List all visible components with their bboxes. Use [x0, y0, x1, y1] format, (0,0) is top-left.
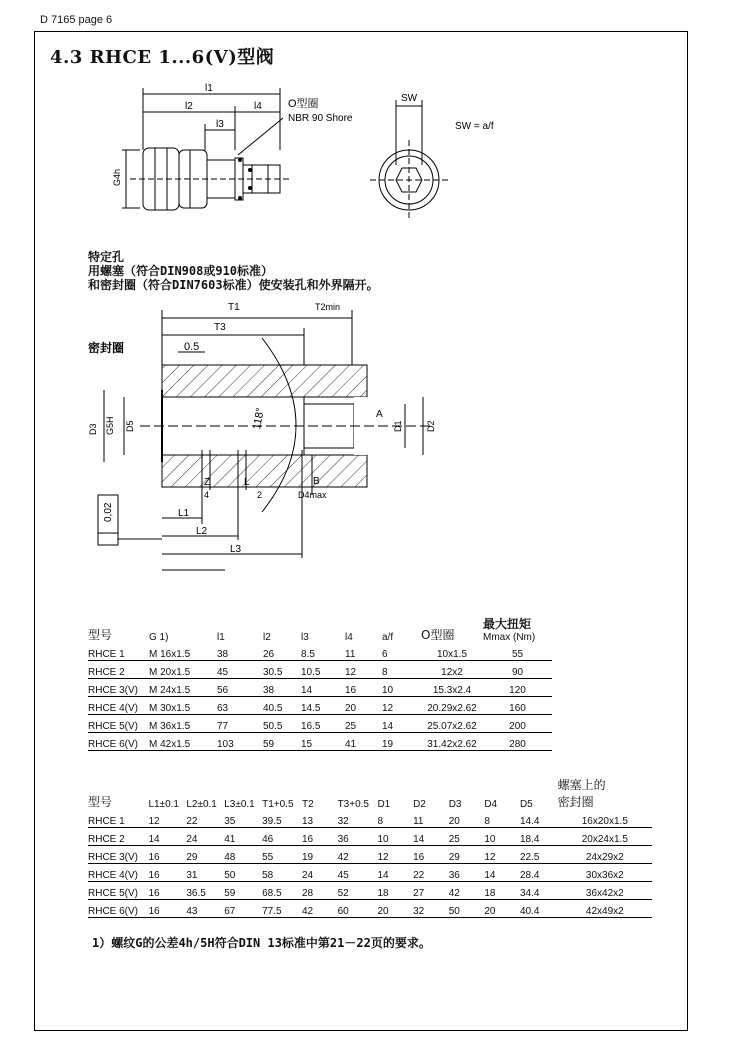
dim-sw: SW [401, 93, 418, 104]
table-cell: 18.4 [520, 828, 558, 846]
dim-d4max: D4max [298, 490, 327, 500]
table-cell: M 36x1.5 [149, 715, 217, 733]
table-cell: 26 [263, 643, 301, 661]
table-cell: 16 [148, 864, 186, 882]
table-row [88, 810, 652, 828]
table-cell: 90 [483, 661, 552, 679]
col-header: L1±0.1 [148, 799, 179, 810]
table-cell: 20 [484, 900, 520, 918]
table-row [88, 697, 552, 715]
table-cell: 12 [382, 697, 421, 715]
table-row [88, 882, 652, 900]
table-cell: 16 [148, 882, 186, 900]
table-cell: 6 [382, 643, 421, 661]
table-cell: 16 [345, 679, 382, 697]
note-line: 特定孔 [88, 250, 125, 264]
table-cell: 43 [186, 900, 224, 918]
table-cell: 19 [302, 846, 338, 864]
table-cell: 19 [382, 733, 421, 751]
table-row [88, 846, 652, 864]
tolerance-value: 0,02 [103, 502, 114, 522]
table-cell: 11 [345, 643, 382, 661]
table-cell: 14.4 [520, 810, 558, 828]
label-b: B [313, 476, 320, 487]
col-header: D5 [519, 799, 533, 810]
table-cell: RHCE 2 [88, 828, 148, 846]
table-cell: 280 [483, 733, 552, 751]
table-cell: M 30x1.5 [149, 697, 217, 715]
col-header: T2 [301, 799, 314, 810]
table-cell: 30x36x2 [558, 864, 652, 882]
footnote: 1）螺纹G的公差4h/5H符合DIN 13标准中第21－22页的要求。 [92, 936, 431, 950]
note-line: 和密封圈（符合DIN7603标准）使安装孔和外界隔开。 [88, 278, 379, 292]
dim-l1: l1 [205, 83, 213, 94]
dim-t1: T1 [228, 302, 240, 313]
table-cell: 40.4 [520, 900, 558, 918]
table-row [88, 864, 652, 882]
roughness-4: 4 [204, 490, 210, 500]
table-cell: 59 [263, 733, 301, 751]
spec-table-2 [88, 776, 652, 918]
col-header: L3±0.1 [224, 799, 255, 810]
seal-label: 密封圈 [88, 341, 125, 355]
table-cell: 8 [377, 810, 413, 828]
table-cell: 16 [302, 828, 338, 846]
table-cell: RHCE 6(V) [88, 733, 149, 751]
table-cell: M 16x1.5 [149, 643, 217, 661]
dim-g5h: G5H [105, 416, 115, 435]
col-header: D1 [377, 799, 391, 810]
table-cell: 36 [338, 828, 378, 846]
dim-l4: l4 [254, 101, 262, 112]
table-cell: 67 [224, 900, 262, 918]
table-cell: M 42x1.5 [149, 733, 217, 751]
table-row [88, 661, 552, 679]
section-title: 4.3 RHCE 1...6(V)型阀 [50, 47, 275, 68]
table-cell: 12 [484, 846, 520, 864]
label-a: A [376, 409, 383, 420]
table-cell: 68.5 [262, 882, 302, 900]
table-cell: 35 [224, 810, 262, 828]
table-cell: 14 [301, 679, 345, 697]
cavity-drawing [0, 290, 750, 590]
table-cell: RHCE 5(V) [88, 715, 149, 733]
doc-reference: D 7165 page 6 [40, 14, 113, 26]
table-cell: RHCE 6(V) [88, 900, 148, 918]
table-cell: 36x42x2 [558, 882, 652, 900]
table-cell: 34.4 [520, 882, 558, 900]
table-cell: 20 [449, 810, 485, 828]
table-row [88, 828, 652, 846]
table-cell: RHCE 4(V) [88, 697, 149, 715]
table-cell: 42 [302, 900, 338, 918]
table-cell: 46 [262, 828, 302, 846]
col-header: 最大扭矩 Mmax (Nm) [483, 617, 536, 643]
table-cell: RHCE 3(V) [88, 679, 149, 697]
table-cell: 58 [262, 864, 302, 882]
table-cell: 16 [148, 846, 186, 864]
table-cell: RHCE 3(V) [88, 846, 148, 864]
table-cell: 27 [413, 882, 449, 900]
table-cell: 55 [262, 846, 302, 864]
table-cell: 15 [301, 733, 345, 751]
table-cell: 36.5 [186, 882, 224, 900]
table-cell: 45 [338, 864, 378, 882]
table-cell: 16x20x1.5 [558, 810, 652, 828]
label-z: Z [204, 477, 211, 488]
dim-t2: T2min [315, 302, 341, 312]
table-cell: 20x24x1.5 [558, 828, 652, 846]
table-row [88, 733, 552, 751]
dim-d2: D2 [426, 420, 436, 432]
table-cell: 63 [217, 697, 263, 715]
table-cell: 39.5 [262, 810, 302, 828]
table-cell: 24 [186, 828, 224, 846]
table-cell: 50 [449, 900, 485, 918]
table-cell: 42 [338, 846, 378, 864]
table-cell: 41 [345, 733, 382, 751]
table-cell: 20.29x2.62 [421, 697, 483, 715]
table-cell: M 24x1.5 [149, 679, 217, 697]
table-cell: 45 [217, 661, 263, 679]
table-cell: 55 [483, 643, 552, 661]
col-header: l3 [301, 632, 309, 643]
table-cell: 10x1.5 [421, 643, 483, 661]
table-cell: 60 [338, 900, 378, 918]
table-cell: 25 [345, 715, 382, 733]
table-cell: 8 [484, 810, 520, 828]
table-cell: 10 [484, 828, 520, 846]
table-cell: 20 [377, 900, 413, 918]
table-cell: 42 [449, 882, 485, 900]
note-block [88, 250, 379, 292]
table-cell: 32 [338, 810, 378, 828]
table-cell: 10 [382, 679, 421, 697]
col-header: 型号 [88, 628, 113, 642]
table-cell: 22 [413, 864, 449, 882]
note-line: 用螺塞（符合DIN908或910标准） [88, 264, 274, 278]
col-header: D2 [413, 799, 426, 810]
col-header: l4 [345, 632, 353, 643]
col-header: D3 [448, 799, 462, 810]
table-cell: 50.5 [263, 715, 301, 733]
table-cell: 59 [224, 882, 262, 900]
table-cell: 24 [302, 864, 338, 882]
col-header: l2 [263, 632, 271, 643]
dim-l2: l2 [185, 101, 193, 112]
dim-angle: 118° [251, 406, 267, 431]
table-cell: 50 [224, 864, 262, 882]
valve-outline-drawing [0, 0, 750, 240]
col-header: 螺塞上的 密封圈 [557, 778, 606, 809]
table-cell: RHCE 1 [88, 810, 148, 828]
table-row [88, 643, 552, 661]
table-cell: 11 [413, 810, 449, 828]
table-cell: RHCE 2 [88, 661, 149, 679]
table-cell: 22.5 [520, 846, 558, 864]
table-cell: 25.07x2.62 [421, 715, 483, 733]
table-cell: 10 [377, 828, 413, 846]
table-cell: 200 [483, 715, 552, 733]
table-row [88, 679, 552, 697]
table-cell: 42x49x2 [558, 900, 652, 918]
dim-L3: L3 [230, 544, 242, 555]
table-cell: 13 [302, 810, 338, 828]
table-cell: 10.5 [301, 661, 345, 679]
table-cell: 28.4 [520, 864, 558, 882]
dim-L2: L2 [196, 526, 208, 537]
roughness-2: 2 [257, 490, 263, 500]
table-row [88, 715, 552, 733]
table-cell: 18 [484, 882, 520, 900]
table-cell: 103 [217, 733, 263, 751]
col-header: D4 [484, 799, 498, 810]
oring-label: O型圈 [288, 98, 319, 110]
table-cell: 36 [449, 864, 485, 882]
table-cell: 160 [483, 697, 552, 715]
table-cell: 24x29x2 [558, 846, 652, 864]
table-cell: 30.5 [263, 661, 301, 679]
table-cell: 41 [224, 828, 262, 846]
sw-note: SW = a/f [455, 121, 494, 132]
dim-d1: D1 [393, 420, 403, 432]
dim-g4h: G4h [112, 168, 122, 186]
dim-d5: D5 [125, 420, 135, 432]
table-cell: 18 [377, 882, 413, 900]
table-cell: 77.5 [262, 900, 302, 918]
table-cell: RHCE 5(V) [88, 882, 148, 900]
col-header: T3+0.5 [337, 799, 369, 810]
col-header: l1 [217, 632, 225, 643]
table-cell: 14 [484, 864, 520, 882]
table-cell: 120 [483, 679, 552, 697]
table-cell: M 20x1.5 [149, 661, 217, 679]
table-cell: 40.5 [263, 697, 301, 715]
table-cell: 31 [186, 864, 224, 882]
table-cell: 38 [217, 643, 263, 661]
dim-0-5: 0.5 [184, 341, 200, 353]
table-cell: 16 [148, 900, 186, 918]
table-cell: 14 [148, 828, 186, 846]
table-cell: 31.42x2.62 [421, 733, 483, 751]
dim-t3: T3 [214, 322, 226, 333]
table-cell: 14 [377, 864, 413, 882]
table-cell: 22 [186, 810, 224, 828]
table-cell: 56 [217, 679, 263, 697]
table-cell: 14.5 [301, 697, 345, 715]
table-cell: 28 [302, 882, 338, 900]
label-l: L [244, 477, 250, 488]
col-header: T1+0.5 [262, 799, 294, 810]
dim-d3: D3 [88, 423, 98, 435]
table-cell: 15.3x2.4 [421, 679, 483, 697]
table-cell: 16 [413, 846, 449, 864]
dim-L1: L1 [178, 508, 190, 519]
table-cell: 12 [148, 810, 186, 828]
table-cell: 25 [449, 828, 485, 846]
table-cell: 52 [338, 882, 378, 900]
table-cell: 12 [345, 661, 382, 679]
table-cell: 29 [449, 846, 485, 864]
table-cell: 38 [263, 679, 301, 697]
col-header: a/f [382, 632, 394, 643]
table-cell: 8 [382, 661, 421, 679]
spec-table-1 [88, 613, 552, 751]
col-header: O型圈 [421, 628, 455, 642]
table-cell: RHCE 1 [88, 643, 149, 661]
col-header: L2±0.1 [186, 799, 217, 810]
table-cell: 48 [224, 846, 262, 864]
table-cell: 32 [413, 900, 449, 918]
table-cell: RHCE 4(V) [88, 864, 148, 882]
table-cell: 12x2 [421, 661, 483, 679]
table-cell: 8.5 [301, 643, 345, 661]
table-cell: 29 [186, 846, 224, 864]
col-header: 型号 [88, 795, 113, 809]
oring-spec: NBR 90 Shore [288, 113, 353, 124]
table-cell: 12 [377, 846, 413, 864]
table-cell: 14 [413, 828, 449, 846]
table-cell: 20 [345, 697, 382, 715]
table-cell: 14 [382, 715, 421, 733]
dim-l3: l3 [216, 119, 224, 130]
table-cell: 16.5 [301, 715, 345, 733]
col-header: G 1) [149, 632, 169, 643]
table-cell: 77 [217, 715, 263, 733]
table-row [88, 900, 652, 918]
